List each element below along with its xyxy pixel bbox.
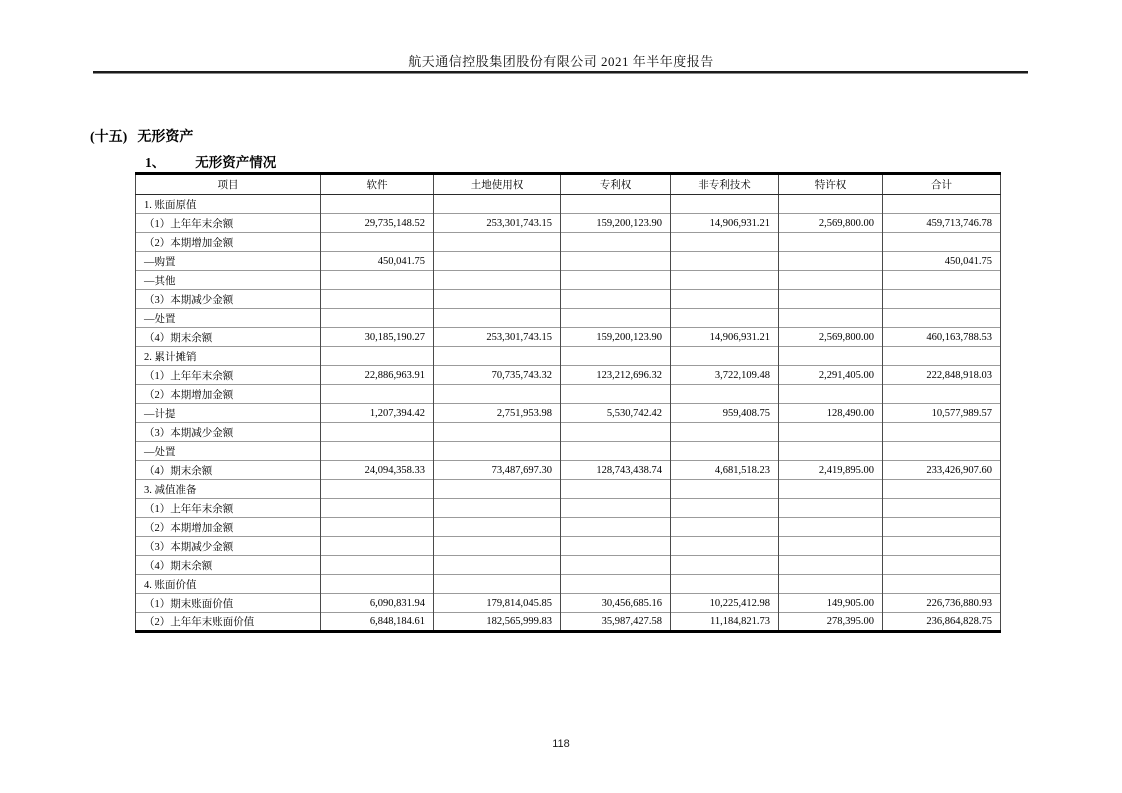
- table-row: [136, 347, 1001, 366]
- value-cell: 149,905.00: [779, 594, 883, 613]
- value-cell: 159,200,123.90: [561, 214, 671, 233]
- value-cell: 253,301,743.15: [434, 328, 561, 347]
- value-cell: [779, 556, 883, 575]
- value-cell: [779, 290, 883, 309]
- row-label: （4）期末余额: [136, 328, 321, 347]
- value-cell: [883, 442, 1001, 461]
- value-cell: [561, 537, 671, 556]
- value-cell: 2,291,405.00: [779, 366, 883, 385]
- value-cell: [321, 385, 434, 404]
- value-cell: [883, 290, 1001, 309]
- column-header-6: 合计: [883, 174, 1001, 195]
- table-row: [136, 271, 1001, 290]
- value-cell: [883, 537, 1001, 556]
- value-cell: [561, 252, 671, 271]
- table-row: [136, 366, 1001, 385]
- table-row: [136, 499, 1001, 518]
- value-cell: 10,577,989.57: [883, 404, 1001, 423]
- table-row: [136, 613, 1001, 632]
- value-cell: 73,487,697.30: [434, 461, 561, 480]
- row-label: （2）本期增加金额: [136, 385, 321, 404]
- subsection-title: 无形资产情况: [195, 155, 277, 170]
- value-cell: 11,184,821.73: [671, 613, 779, 632]
- value-cell: 450,041.75: [321, 252, 434, 271]
- value-cell: [779, 271, 883, 290]
- value-cell: [779, 537, 883, 556]
- value-cell: [779, 499, 883, 518]
- row-label: 3. 减值准备: [136, 480, 321, 499]
- value-cell: 1,207,394.42: [321, 404, 434, 423]
- table-row: [136, 309, 1001, 328]
- value-cell: [883, 233, 1001, 252]
- row-label: （1）期末账面价值: [136, 594, 321, 613]
- table-row: [136, 442, 1001, 461]
- value-cell: 123,212,696.32: [561, 366, 671, 385]
- value-cell: [671, 423, 779, 442]
- column-header-1: 软件: [321, 174, 434, 195]
- value-cell: [434, 252, 561, 271]
- value-cell: [779, 385, 883, 404]
- value-cell: 70,735,743.32: [434, 366, 561, 385]
- value-cell: 460,163,788.53: [883, 328, 1001, 347]
- value-cell: [671, 518, 779, 537]
- table-row: [136, 537, 1001, 556]
- table-row: [136, 423, 1001, 442]
- value-cell: 128,490.00: [779, 404, 883, 423]
- value-cell: [434, 309, 561, 328]
- table-row: [136, 461, 1001, 480]
- value-cell: [779, 423, 883, 442]
- value-cell: 3,722,109.48: [671, 366, 779, 385]
- value-cell: [883, 423, 1001, 442]
- value-cell: [671, 271, 779, 290]
- value-cell: [434, 518, 561, 537]
- value-cell: [434, 290, 561, 309]
- value-cell: 2,751,953.98: [434, 404, 561, 423]
- value-cell: [561, 347, 671, 366]
- value-cell: [434, 385, 561, 404]
- value-cell: 233,426,907.60: [883, 461, 1001, 480]
- column-header-4: 非专利技术: [671, 174, 779, 195]
- subsection-heading: [145, 151, 276, 171]
- row-label: （2）本期增加金额: [136, 233, 321, 252]
- value-cell: [434, 271, 561, 290]
- value-cell: [321, 499, 434, 518]
- value-cell: [321, 271, 434, 290]
- row-label: —其他: [136, 271, 321, 290]
- value-cell: 14,906,931.21: [671, 328, 779, 347]
- value-cell: [779, 252, 883, 271]
- table-row: [136, 328, 1001, 347]
- value-cell: [883, 347, 1001, 366]
- value-cell: 2,419,895.00: [779, 461, 883, 480]
- value-cell: [671, 499, 779, 518]
- value-cell: [779, 195, 883, 214]
- value-cell: [321, 195, 434, 214]
- column-header-0: 项目: [136, 174, 321, 195]
- value-cell: [671, 233, 779, 252]
- value-cell: [321, 442, 434, 461]
- value-cell: [883, 385, 1001, 404]
- row-label: 2. 累计摊销: [136, 347, 321, 366]
- value-cell: [561, 385, 671, 404]
- value-cell: 222,848,918.03: [883, 366, 1001, 385]
- row-label: （3）本期减少金额: [136, 290, 321, 309]
- value-cell: 159,200,123.90: [561, 328, 671, 347]
- table-header-row: [136, 174, 1001, 195]
- value-cell: [779, 518, 883, 537]
- intangible-assets-table: [135, 172, 1001, 633]
- value-cell: 14,906,931.21: [671, 214, 779, 233]
- value-cell: 29,735,148.52: [321, 214, 434, 233]
- value-cell: 236,864,828.75: [883, 613, 1001, 632]
- value-cell: [434, 537, 561, 556]
- value-cell: [883, 309, 1001, 328]
- value-cell: [671, 290, 779, 309]
- value-cell: [321, 575, 434, 594]
- value-cell: 4,681,518.23: [671, 461, 779, 480]
- value-cell: [434, 556, 561, 575]
- row-label: （1）上年年末余额: [136, 214, 321, 233]
- value-cell: [779, 347, 883, 366]
- column-header-5: 特许权: [779, 174, 883, 195]
- row-label: —计提: [136, 404, 321, 423]
- value-cell: [561, 480, 671, 499]
- table-row: [136, 518, 1001, 537]
- value-cell: [671, 480, 779, 499]
- value-cell: [561, 195, 671, 214]
- value-cell: [561, 233, 671, 252]
- row-label: —处置: [136, 309, 321, 328]
- value-cell: [434, 347, 561, 366]
- value-cell: [561, 575, 671, 594]
- header-rule: [93, 71, 1028, 74]
- value-cell: [671, 385, 779, 404]
- value-cell: [321, 480, 434, 499]
- value-cell: [779, 480, 883, 499]
- value-cell: [321, 309, 434, 328]
- value-cell: 6,848,184.61: [321, 613, 434, 632]
- value-cell: [561, 309, 671, 328]
- value-cell: 253,301,743.15: [434, 214, 561, 233]
- value-cell: 6,090,831.94: [321, 594, 434, 613]
- value-cell: [434, 195, 561, 214]
- value-cell: 35,987,427.58: [561, 613, 671, 632]
- row-label: 1. 账面原值: [136, 195, 321, 214]
- row-label: 4. 账面价值: [136, 575, 321, 594]
- row-label: （3）本期减少金额: [136, 537, 321, 556]
- value-cell: 959,408.75: [671, 404, 779, 423]
- value-cell: 179,814,045.85: [434, 594, 561, 613]
- page-number: 118: [552, 738, 570, 750]
- row-label: （2）上年年末账面价值: [136, 613, 321, 632]
- value-cell: 128,743,438.74: [561, 461, 671, 480]
- value-cell: [883, 271, 1001, 290]
- section-title: 无形资产: [137, 130, 194, 145]
- value-cell: [561, 556, 671, 575]
- value-cell: [561, 442, 671, 461]
- table-row: [136, 404, 1001, 423]
- value-cell: [671, 537, 779, 556]
- value-cell: [321, 423, 434, 442]
- row-label: —购置: [136, 252, 321, 271]
- value-cell: 30,185,190.27: [321, 328, 434, 347]
- column-header-3: 专利权: [561, 174, 671, 195]
- value-cell: [671, 442, 779, 461]
- value-cell: [561, 499, 671, 518]
- value-cell: 24,094,358.33: [321, 461, 434, 480]
- section-heading: [90, 126, 193, 146]
- table-row: [136, 385, 1001, 404]
- section-number: (十五): [90, 130, 128, 145]
- table-row: [136, 480, 1001, 499]
- value-cell: [321, 518, 434, 537]
- value-cell: [434, 442, 561, 461]
- value-cell: 2,569,800.00: [779, 214, 883, 233]
- row-label: （1）上年年末余额: [136, 366, 321, 385]
- value-cell: 10,225,412.98: [671, 594, 779, 613]
- value-cell: [434, 423, 561, 442]
- value-cell: [883, 518, 1001, 537]
- row-label: —处置: [136, 442, 321, 461]
- value-cell: [671, 556, 779, 575]
- row-label: （1）上年年末余额: [136, 499, 321, 518]
- table-row: [136, 252, 1001, 271]
- value-cell: [883, 575, 1001, 594]
- table-body: [136, 195, 1001, 632]
- row-label: （4）期末余额: [136, 461, 321, 480]
- column-header-2: 土地使用权: [434, 174, 561, 195]
- value-cell: [671, 347, 779, 366]
- value-cell: [671, 309, 779, 328]
- value-cell: [883, 195, 1001, 214]
- table-row: [136, 575, 1001, 594]
- value-cell: [561, 518, 671, 537]
- value-cell: [779, 233, 883, 252]
- value-cell: 5,530,742.42: [561, 404, 671, 423]
- value-cell: 278,395.00: [779, 613, 883, 632]
- value-cell: 182,565,999.83: [434, 613, 561, 632]
- value-cell: 450,041.75: [883, 252, 1001, 271]
- value-cell: [321, 556, 434, 575]
- value-cell: [321, 347, 434, 366]
- value-cell: [434, 480, 561, 499]
- row-label: （3）本期减少金额: [136, 423, 321, 442]
- value-cell: [883, 499, 1001, 518]
- value-cell: [434, 575, 561, 594]
- value-cell: 459,713,746.78: [883, 214, 1001, 233]
- value-cell: [779, 442, 883, 461]
- value-cell: [671, 252, 779, 271]
- value-cell: [434, 499, 561, 518]
- value-cell: 226,736,880.93: [883, 594, 1001, 613]
- value-cell: [883, 480, 1001, 499]
- value-cell: [561, 271, 671, 290]
- value-cell: [561, 290, 671, 309]
- value-cell: [321, 233, 434, 252]
- value-cell: 22,886,963.91: [321, 366, 434, 385]
- table-row: [136, 195, 1001, 214]
- row-label: （2）本期增加金额: [136, 518, 321, 537]
- value-cell: 2,569,800.00: [779, 328, 883, 347]
- value-cell: [671, 575, 779, 594]
- table-row: [136, 214, 1001, 233]
- value-cell: 30,456,685.16: [561, 594, 671, 613]
- value-cell: [321, 290, 434, 309]
- row-label: （4）期末余额: [136, 556, 321, 575]
- subsection-number: 1、: [145, 155, 166, 170]
- value-cell: [561, 423, 671, 442]
- value-cell: [434, 233, 561, 252]
- value-cell: [779, 575, 883, 594]
- table-row: [136, 594, 1001, 613]
- value-cell: [779, 309, 883, 328]
- value-cell: [883, 556, 1001, 575]
- table-row: [136, 290, 1001, 309]
- table-row: [136, 233, 1001, 252]
- value-cell: [671, 195, 779, 214]
- table-row: [136, 556, 1001, 575]
- value-cell: [321, 537, 434, 556]
- report-header-title: 航天通信控股集团股份有限公司 2021 年半年度报告: [408, 54, 714, 69]
